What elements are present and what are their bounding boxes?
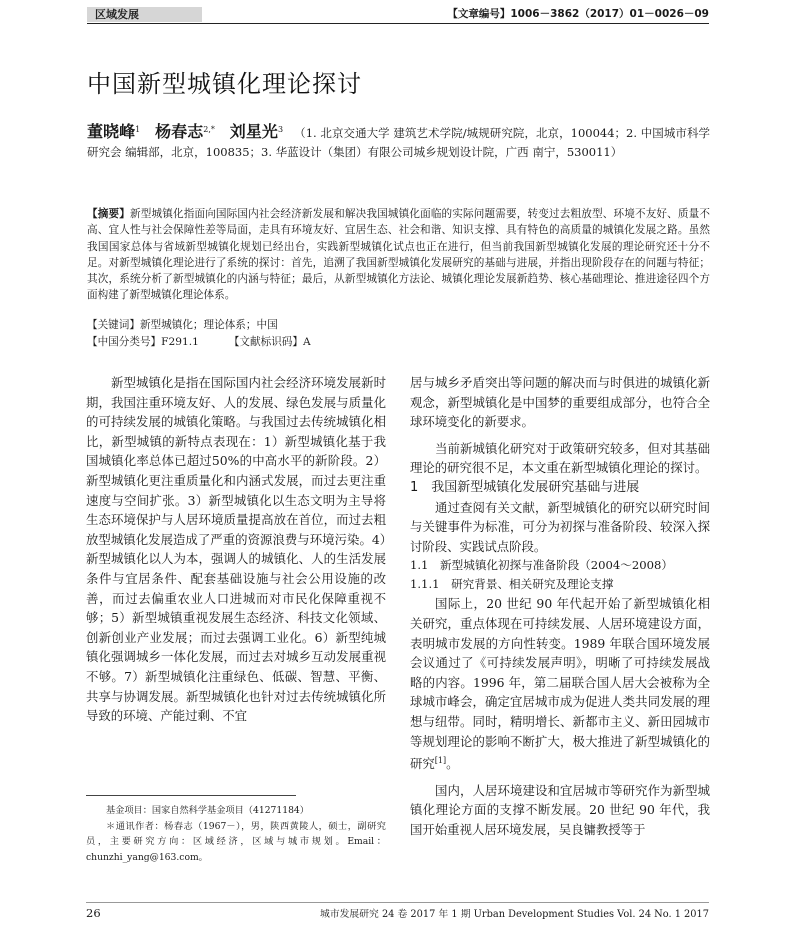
footnote-fund: 基金项目：国家自然科学基金项目（41271184）: [106, 805, 309, 816]
authors-block: [87, 122, 710, 162]
author-name: 刘星光: [229, 122, 278, 141]
footnote-rule: [86, 795, 296, 796]
body-paragraph: 国内，人居环境建设和宜居城市等研究作为新型城镇化理论方面的支撑不断发展。20 世纪 90 年代，我国开始重视人居环境发展，吴良镛教授等于: [410, 782, 710, 837]
header-rule: [87, 23, 709, 24]
paragraph-end: 。: [446, 756, 459, 772]
section-tag: 区域发展: [87, 7, 202, 22]
journal-footer: 城市发展研究 24 卷 2017 年 1 期 Urban Development Studies Vol. 24 No. 1 2017: [320, 909, 709, 920]
body-paragraph: 当前新城镇化研究对于政策研究较多，但对其基础理论的研究很不足，本文重在新型城镇化理论的探讨。: [410, 440, 710, 476]
author-name: 董晓峰: [87, 122, 136, 141]
doc-code-value: A: [303, 336, 311, 348]
footnotes: [86, 803, 386, 865]
abstract-text: 新型城镇化指面向国际国内社会经济新发展和解决我国城镇化面临的实际问题需要，转变过去粗放型、环境不友好、质量不高、宜人性与社会保障性差等局面，走具有环境友好、宜居生态、社会和谐、知识支撑、具有特色的高质量的城镇化发展之路。虽然我国国家总体与省域新型城镇化规划已经出台，实践新型城镇化试点也正在进行，但当前我国新型城镇化发展的理论研究还十分不足。对新型城镇化理论进行了系统的探讨：首先，追溯了我国新型城镇化发展研究的基础与进展，并指出现阶段存在的问题与特征；其次，系统分析了新型城镇化的内涵与特征；最后，从新型城镇化方法论、城镇化理论发展新趋势、核心基础理论、推进途径四个方面构建了新型城镇化理论体系。: [87, 208, 711, 302]
footer-rule: [86, 902, 709, 903]
subsection-heading: 1.1 新型城镇化初探与准备阶段（2004～2008）: [410, 558, 673, 573]
body-column-left: [86, 373, 386, 726]
citation-ref[interactable]: [1]: [434, 756, 447, 766]
author-sup: 2,*: [203, 125, 215, 135]
keywords: [87, 317, 278, 333]
keywords-label: 【关键词】: [87, 319, 140, 331]
abstract: [87, 206, 710, 304]
classification: [87, 334, 311, 350]
footnote-author: ＊通讯作者：杨春志（1967－），男，陕西黄陵人，硕士，副研究员，主要研究方向：区域经济，区域与城市规划。Email：chunzhi_yang@163.com。: [86, 820, 386, 863]
affiliations: （1. 北京交通大学 建筑艺术学院/城规研究院，北京，100044；2. 中国城市科学研究会 编辑部，北京，100835；3. 华蓝设计（集团）有限公司城乡规划设计院，广西 南宁，530011）: [87, 126, 711, 159]
body-column-right: [410, 373, 710, 840]
keywords-text: 新型城镇化；理论体系；中国: [139, 319, 278, 331]
author-name: 杨春志: [155, 122, 204, 141]
body-paragraph: 通过查阅有关文献，新型城镇化的研究以研究时间与关键事件为标准，可分为初探与准备阶段、较深入探讨阶段、实践试点阶段。: [410, 499, 710, 554]
page-number: 26: [86, 906, 101, 920]
body-paragraph: 居与城乡矛盾突出等问题的解决而与时俱进的城镇化新观念，新型城镇化是中国梦的重要组成部分，也符合全球环境变化的新要求。: [410, 375, 710, 430]
article-title: 中国新型城镇化理论探讨: [87, 70, 362, 98]
author-sup: 3: [277, 125, 284, 135]
body-paragraph: 新型城镇化是指在国际国内社会经济环境发展新时期，我国注重环境友好、人的发展、绿色发展与质量化的可持续发展的城镇化策略。与我国过去传统城镇化相比，新型城镇的新特点表现在：1）新型城镇化基于我国城镇化率总体已超过50%的中高水平的新阶段。2）新型城镇化更注重质量化和内涵式发展，而过去更注重速度与空间扩张。3）新型城镇化以生态文明为主导将生态环境保护与人居环境质量提高放在首位，而过去粗放型城镇化发展造成了严重的资源浪费与环境污染。4）新型城镇化以人为本，强调人的城镇化、人的生活发展条件与宜居条件、配套基础设施与社会公用设施的改善，而过去偏重农业人口进城而对市民化保障重视不够；5）新型城镇重视发展生态经济、科技文化领域、创新创业产业发展；而过去强调工业化。6）新型纯城镇化强调城乡一体化发展，而过去对城乡互动发展重视不够。7）新型城镇化注重绿色、低碳、智慧、平衡、共享与协调发展。新型城镇化也针对过去传统城镇化所导致的环境、产能过剩、不宜: [86, 375, 386, 724]
author-sup: 1: [135, 125, 141, 135]
paragraph-text: 国际上，20 世纪 90 年代起开始了新型城镇化相关研究，重点体现在可持续发展、人居环境建设方面，表明城市发展的方向性转变。1989 年联合国环境发展会议通过了《可持续发展声明》，明晰了可持续发展战略的内容。1996 年，第二届联合国人居大会被称为全球城市峰会，确定宜居城市成为促进人类共同发展的理想与纽带。同时，精明增长、新都市主义、新田园城市等规划理论的影响不断扩大，极大推进了新型城镇化的研究: [410, 596, 710, 772]
abstract-label: 【摘要】: [87, 208, 130, 220]
clc-value: F291.1: [161, 336, 199, 348]
doc-code-label: 【文献标识码】: [228, 336, 303, 348]
clc-label: 【中国分类号】: [87, 336, 162, 348]
section-heading: 1 我国新型城镇化发展研究基础与进展: [410, 479, 640, 495]
subsubsection-heading: 1.1.1 研究背景、相关研究及理论支撑: [410, 577, 614, 592]
body-paragraph: [410, 594, 710, 773]
article-code: 【文章编号】1006－3862（2017）01－0026－09: [447, 8, 709, 20]
